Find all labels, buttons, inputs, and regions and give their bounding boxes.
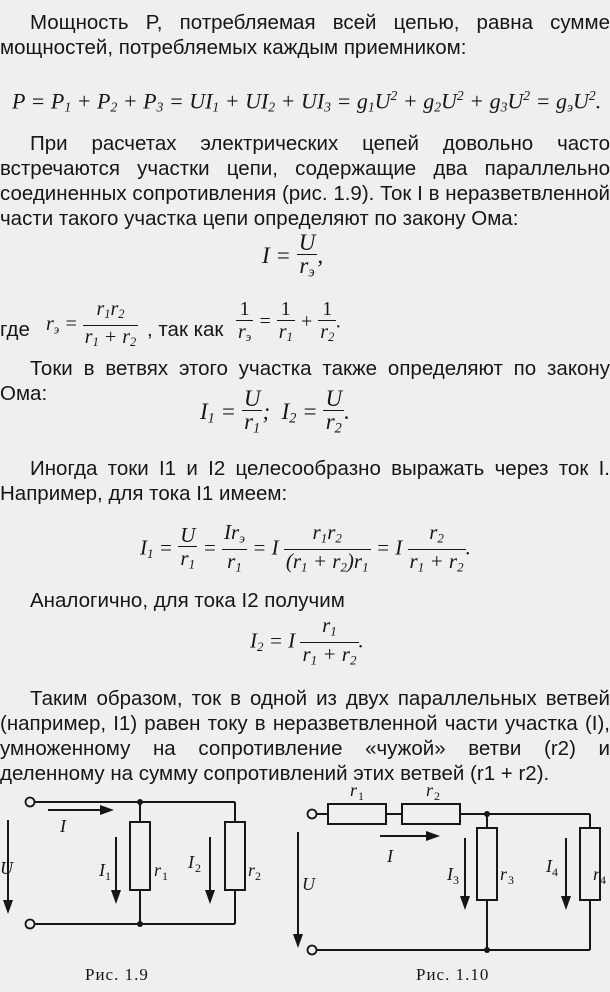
fig10-label-i: I <box>387 846 393 866</box>
formula-branch-currents: $I_1$ = $\frac{U}{r_1}$ ; $I_2$ = $\frac{U}{r_2}$ . <box>200 386 350 437</box>
fig9-sub-i1: 1 <box>105 869 111 883</box>
label-where: где <box>0 318 30 341</box>
paragraph-conclusion: Таким образом, ток в одной из двух параллельных ветвей (например, I1) равен току в неразветвленной части участка (I), умноженному на сопротивление «чужой» ветви (r2) и деленному на сумму сопротивлений этих ветвей (r1 + r2). <box>0 687 610 785</box>
formula-i1-divider: $I_1$ = $\frac{U}{r_1}$ = $\frac{Ir_э}{r_1}$ = I $\frac{r_1r_2}{(r_1 + r_2)r_1}$ = I $\frac{r_2}{r_1 + r_2}$ . <box>140 520 471 575</box>
fig9-sub-r1: 1 <box>162 869 168 883</box>
formula-i2-divider: $I_2 = I$ $\frac{r_1}{r_1 + r_2}$ . <box>250 613 364 668</box>
fig9-label-r2: r <box>248 860 256 880</box>
fig9-label-r1: r <box>154 860 162 880</box>
fig9-label-i1: I <box>99 860 105 880</box>
fig10-label-r1: r <box>350 780 358 800</box>
fig10-label-r2: r <box>426 780 434 800</box>
paragraph-current-divider: Иногда токи I1 и I2 целесообразно выражать через ток I. Например, для тока I1 имеем: <box>0 457 610 505</box>
figure-1-10-circuit <box>290 770 610 970</box>
fig10-sub-i3: 3 <box>453 873 459 887</box>
figure-1-9-circuit <box>0 782 260 960</box>
fig9-label-i: I <box>60 816 66 836</box>
label-since: , так как <box>147 318 224 341</box>
fig9-label-u: U <box>0 858 13 878</box>
fig10-sub-r3: 3 <box>508 873 514 887</box>
formula-power-sum: $P = P_1 + P_2 + P_3 = UI_1 + UI_2 + UI_3 = g_1U^2 + g_2U^2 + g_3U^2 = g_эU^2$. <box>12 88 602 115</box>
paragraph-branch-currents: Токи в ветвях этого участка также определяют по закону Ома: <box>0 357 610 405</box>
formula-equivalent-resistance: $r_э$ = $\frac{r_1r_2}{r_1 + r_2}$ <box>46 298 137 350</box>
fig10-label-r4: r <box>593 864 601 884</box>
fig10-label-r3: r <box>500 864 508 884</box>
paragraph-power-sum: Мощность P, потребляемая всей цепью, равна сумме мощностей, потребляемых каждым приемником: <box>0 11 610 59</box>
fig10-sub-i4: 4 <box>552 865 558 879</box>
fig10-sub-r2: 2 <box>434 789 440 803</box>
fig9-sub-i2: 2 <box>195 861 201 875</box>
paragraph-parallel-resistors: При расчетах электрических цепей довольно часто встречаются участки цепи, содержащие два параллельно соединенных сопротивления (рис. 1.9). Ток I в неразветвленной части такого участка цепи определяют по закону Ома: <box>0 132 610 230</box>
paragraph-similarly-i2: Аналогично, для тока I2 получим <box>30 589 345 612</box>
formula-ohm-total: I = $\frac{U}{r_э}$ , <box>262 230 324 281</box>
fig10-label-u: U <box>302 874 315 894</box>
fig9-sub-r2: 2 <box>255 869 261 883</box>
figure-1-10-caption: Рис. 1.10 <box>416 965 490 984</box>
fig10-label-i4: I <box>546 856 552 876</box>
fig10-sub-r4: 4 <box>600 873 606 887</box>
fig10-label-i3: I <box>447 864 453 884</box>
fig9-label-i2: I <box>188 852 194 872</box>
fig10-sub-r1: 1 <box>358 789 364 803</box>
formula-conductance-sum: $\frac{1}{r_э}$ = $\frac{1}{r_1}$ + $\frac{1}{r_2}$ . <box>238 298 342 345</box>
figure-1-9-caption: Рис. 1.9 <box>85 965 149 984</box>
